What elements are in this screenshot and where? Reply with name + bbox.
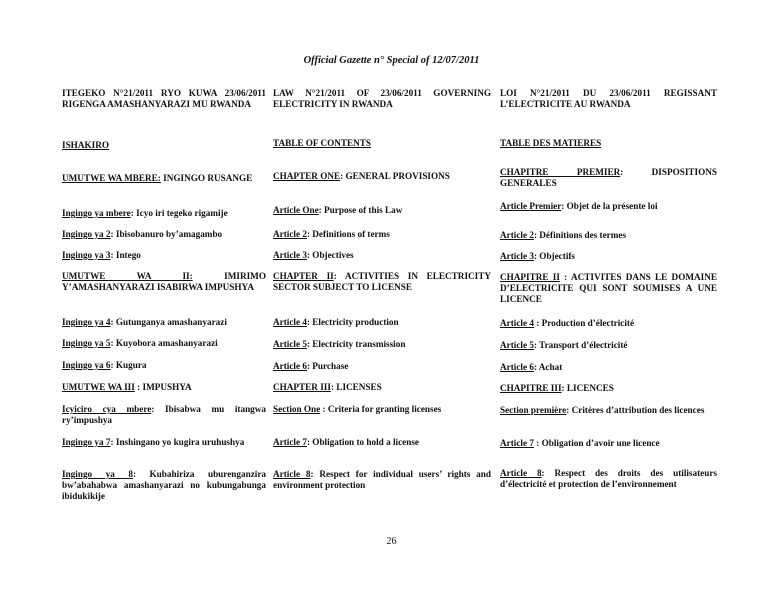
toc-item[interactable]: CHAPITRE III: LICENCES <box>500 383 614 393</box>
toc-heading: TABLE OF CONTENTS <box>273 138 372 148</box>
toc-item[interactable]: Article 8: Respect for individual users’ rights and environment protection <box>273 469 491 491</box>
toc-item[interactable]: Ingingo ya mbere: Icyo iri tegeko rigamije <box>62 208 228 218</box>
toc-item[interactable]: CHAPTER III: LICENSES <box>273 382 382 392</box>
toc-item[interactable]: Ingingo ya 5: Kuyobora amashanyarazi <box>62 338 218 348</box>
gazette-header: Official Gazette n° Special of 12/07/2011 <box>303 55 480 66</box>
law-title: ITEGEKO N°21/2011 RYO KUWA 23/06/2011 RIGENGA AMASHANYARAZI MU RWANDA <box>62 88 266 110</box>
page-number: 26 <box>386 536 397 547</box>
toc-item[interactable]: Section One : Criteria for granting licenses <box>273 404 442 414</box>
toc-item[interactable]: UMUTWE WA III : IMPUSHYA <box>62 382 192 392</box>
toc-item[interactable]: Article 4: Electricity production <box>273 317 399 327</box>
toc-item[interactable]: Article 2: Definitions of terms <box>273 229 390 239</box>
toc-item[interactable]: Ingingo ya 7: Inshingano yo kugira uruhushya <box>62 437 245 447</box>
toc-item[interactable]: Icyiciro cya mbere: Ibisabwa mu itangwa ry’impushya <box>62 404 266 426</box>
toc-heading: TABLE DES MATIERES <box>500 138 602 148</box>
toc-item[interactable]: Article 6: Purchase <box>273 361 349 371</box>
toc-item[interactable]: Ingingo ya 4: Gutunganya amashanyarazi <box>62 317 227 327</box>
toc-item[interactable]: Article 5: Transport d’électricité <box>500 340 628 350</box>
toc-item[interactable]: Article One: Purpose of this Law <box>273 205 403 215</box>
law-title: LOI N°21/2011 DU 23/06/2011 REGISSANT L’ELECTRICITE AU RWANDA <box>500 88 717 110</box>
toc-item[interactable]: Ingingo ya 2: Ibisobanuro by’amagambo <box>62 229 223 239</box>
toc-item[interactable]: Article Premier: Objet de la présente loi <box>500 201 658 211</box>
toc-item[interactable]: Ingingo ya 3: Intego <box>62 250 141 260</box>
toc-item[interactable]: Ingingo ya 6: Kugura <box>62 360 147 370</box>
toc-item[interactable]: Ingingo ya 8: Kubahiriza uburenganzira bw’abahabwa amashanyarazi no kubungabunga ibidukikije <box>62 469 266 502</box>
toc-item[interactable]: CHAPITRE PREMIER: DISPOSITIONS GENERALES <box>500 167 717 189</box>
toc-item[interactable]: Article 2: Définitions des termes <box>500 230 627 240</box>
toc-heading: ISHAKIRO <box>62 140 109 150</box>
toc-item[interactable]: UMUTWE WA MBERE: INGINGO RUSANGE <box>62 173 253 183</box>
toc-item[interactable]: Article 3: Objectifs <box>500 251 576 261</box>
toc-item[interactable]: Article 5: Electricity transmission <box>273 339 406 349</box>
toc-item[interactable]: Article 7 : Obligation d’avoir une licence <box>500 438 660 448</box>
toc-item[interactable]: CHAPTER ONE: GENERAL PROVISIONS <box>273 171 450 181</box>
toc-item[interactable]: Article 8: Respect des droits des utilisateurs d’électricité et protection de l’environnement <box>500 468 717 490</box>
toc-item[interactable]: CHAPTER II: ACTIVITIES IN ELECTRICITY SECTOR SUBJECT TO LICENSE <box>273 271 491 293</box>
toc-item[interactable]: Article 7: Obligation to hold a license <box>273 437 419 447</box>
toc-item[interactable]: Article 4 : Production d’électricité <box>500 318 635 328</box>
toc-item[interactable]: Article 3: Objectives <box>273 250 354 260</box>
toc-item[interactable]: CHAPITRE II : ACTIVITES DANS LE DOMAINE D’ELECTRICITE QUI SONT SOUMISES A UNE LICENCE <box>500 272 717 305</box>
toc-item[interactable]: Article 6: Achat <box>500 362 563 372</box>
law-title: LAW N°21/2011 OF 23/06/2011 GOVERNING ELECTRICITY IN RWANDA <box>273 88 491 110</box>
toc-item[interactable]: UMUTWE WA II: IMIRIMO Y’AMASHANYARAZI ISABIRWA IMPUSHYA <box>62 271 266 293</box>
toc-item[interactable]: Section première: Critères d’attribution des licences <box>500 405 705 415</box>
